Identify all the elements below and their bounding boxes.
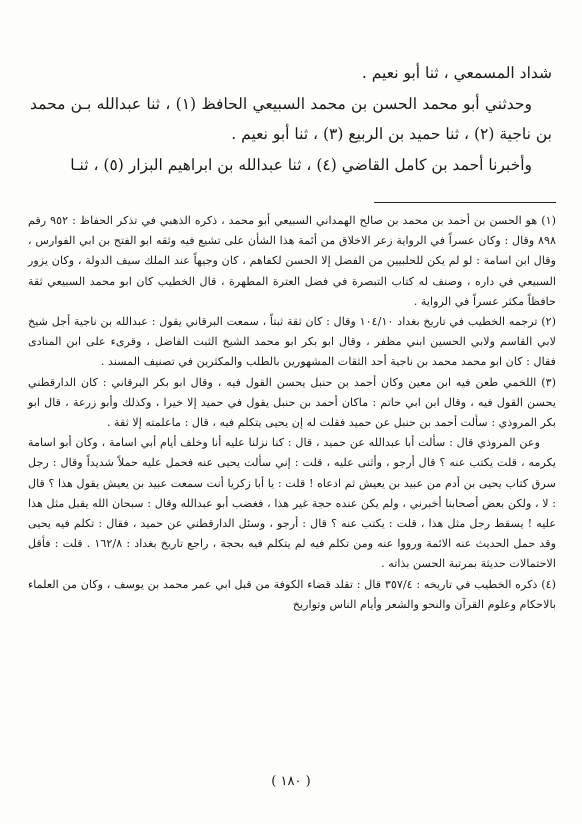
footnote-2: (٢) ترجمه الخطيب في تاريخ بغداد ١٠٤/١٠ وقال : كان ثقة ثبتاً ، سمعت البرقاني يقول : عبدالله بن ناجية أجل شيخ لابي القاسم ولابي الحسين ابني مظفر ، وقال ابو بكر ابو محمد الشيخ الثبت الفاضل ، وقرىء على ابن المنادى فقال : كان ابو محمد محمد بن ناجية أحد الثقات المشهورين بالطلب والمكثرين في تصنيف المسند . (28, 315, 556, 369)
main-paragraph-1: شداد المسمعي ، ثنا أبو نعيم . (361, 64, 552, 82)
footnotes (28, 211, 556, 615)
page-number: ( ١٨٠ ) (271, 774, 311, 789)
main-paragraph-3: وأخبرنا أحمد بن كامل القاضي (٤) ، ثنا عبدالله بن ابراهيم البزار (٥) ، ثنـا (70, 155, 532, 174)
footnote-separator (374, 202, 556, 203)
footnote-3: (٣) اللخمي طعن فيه ابن معين وكان أحمد بن حنبل يحسن القول فيه ، وقال ابو بكر البرقاني : كان الدارقطني يحسن القول فيه ، وقال ابن ابي حاتم : ماكان أحمد بن حنبل يقول في حميد إلا خيرا ، وكذلك وأبو زرعة ، قال ابو بكر المروذي : سألت أحمد بن حنبل عن حميد فقلت له إن يحيى يتكلم فيه ، قال : ماعلمته إلا ثقة . (28, 375, 556, 430)
footnote-1: (١) هو الحسن بن أحمد بن محمد بن صالح الهمداني السبيعي أبو محمد ، ذكره الذهبي في تذكر الحفاظ : ٩٥٢ رقم ٨٩٨ وقال : وكان عسراً في الرواية زعر الاخلاق من أئمة هذا الشأن على تشيع فيه وثقه ابو الفتح بن ابي الفوارس ، وقال ابن اسامة : لو لم يكن للحلبيين من الفضل إلا الحسن لكفاهم ، كان وجيهاً عند الملك سيف الدولة ، وكان يزور السبيعي في داره ، وصنف له كتاب التبصرة في فضل العترة المطهرة ، قال الخطيب كان ابو محمد السبيعي ثقة حافظاً مكثر عسراً في الرواية . (28, 214, 556, 308)
footnote-4: (٤) ذكره الخطيب في تاريخه : ٣٥٧/٤ قال : تقلد قضاء الكوفة من قبل ابي عمر محمد بن يوسف ، وكان من العلماء بالاحكام وعلوم القرآن والنحو والشعر وأيام الناس وتواريخ (28, 577, 556, 611)
main-text (30, 58, 552, 180)
main-paragraph-2: وحدثني أبو محمد الحسن بن محمد السبيعي الحافظ (١) ، ثنا عبدالله بـن محمد بن ناجية (٢) ، ثنا حميد بن الربيع (٣) ، ثنا أبو نعيم . (30, 94, 552, 143)
footnote-3-continuation: وعن المروذي قال : سألت أبا عبدالله عن حميد ، قال : كنا نزلنا عليه أنا وخلف أيام أبي اسامة ، وكان أبو اسامة يكرمه ، قلت يكتب عنه ؟ قال أرجو ، وأثنى عليه ، قلت : إني سألت يحيى عنه فحمل عليه حملاً شديداً وقال : رجل سرق كتاب يحيى بن أدم من عبيد بن يعيش ثم ادعاه ! قلت : يا أبا زكريا أنت سمعت عبيد بن يعيش يقول هذا ؟ قال : لا ، ولكن بعض أصحابنا أخبرني ، ولم يكن عنده حجة غير هذا ، فغضب أبو عبدالله وقال : سبحان الله يقبل مثل هذا عليه ! يسقط رجل مثل هذا ، قلت : يكتب عنه ؟ قال : أرجو ، وسئل الدارقطني عن حميد ، فقال : تكلم فيه يحيى وقد حمل الحديث عنه الائمة ورووا عنه ومن تكلم فيه لم يتكلم فيه بحجة ، راجع تاريخ بغداد : ١٦٢/٨ . قلت : فأقل الاحتمالات حديثة بمرتبة الحسن بذاته . (28, 436, 556, 571)
